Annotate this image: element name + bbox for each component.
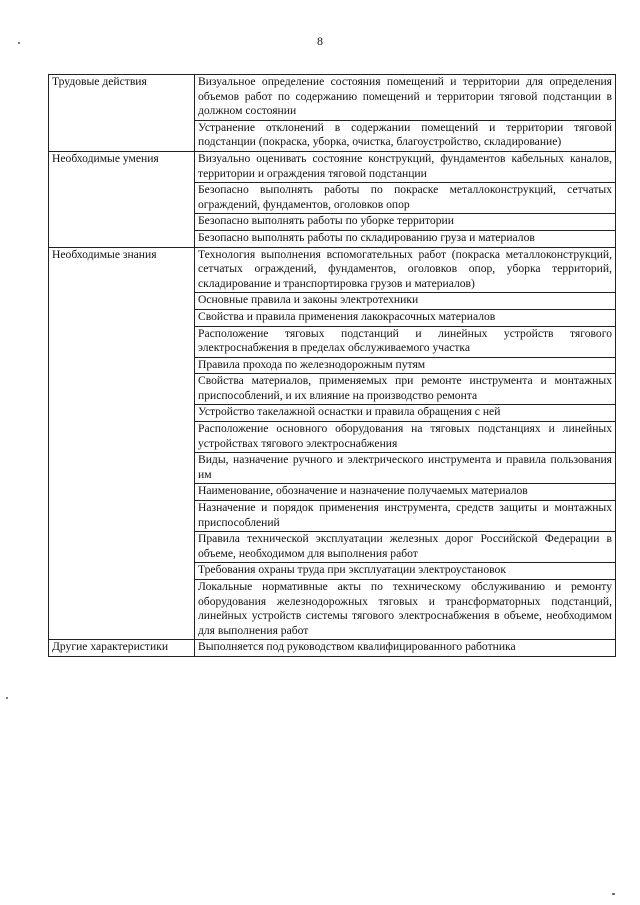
table-cell: Выполняется под руководством квалифицированного работника bbox=[195, 640, 616, 657]
scan-speck bbox=[612, 893, 615, 895]
table-cell: Безопасно выполнять работы по складированию груза и материалов bbox=[195, 230, 616, 247]
table-cell: Расположение тяговых подстанций и линейных устройств тягового электроснабжения в пределах обслуживаемого участка bbox=[195, 326, 616, 357]
section-label-labor-actions: Трудовые действия bbox=[49, 75, 195, 152]
table-row bbox=[49, 151, 616, 182]
table-cell: Виды, назначение ручного и электрического инструмента и правила пользования им bbox=[195, 453, 616, 484]
table-cell: Устройство такелажной оснастки и правила обращения с ней bbox=[195, 405, 616, 422]
table-cell: Безопасно выполнять работы по уборке территории bbox=[195, 214, 616, 231]
table-row bbox=[49, 247, 616, 293]
table-cell: Безопасно выполнять работы по покраске металлоконструкций, сетчатых ограждений, фундаментов, оголовков опор bbox=[195, 183, 616, 214]
table-row bbox=[49, 75, 616, 121]
section-label-other-characteristics: Другие характеристики bbox=[49, 640, 195, 657]
table-cell: Свойства и правила применения лакокрасочных материалов bbox=[195, 309, 616, 326]
table-row bbox=[49, 640, 616, 657]
page-number: 8 bbox=[317, 34, 323, 48]
competency-table bbox=[48, 74, 616, 657]
table-cell: Локальные нормативные акты по техническому обслуживанию и ремонту оборудования железнодорожных тяговых и трансформаторных подстанций, линейных устройств системы тягового электроснабжения в объеме, необходимом для выполнения работ bbox=[195, 580, 616, 640]
table-cell: Основные правила и законы электротехники bbox=[195, 293, 616, 310]
table-cell: Визуально оценивать состояние конструкций, фундаментов кабельных каналов, территории и ограждения тяговой подстанции bbox=[195, 151, 616, 182]
table-cell: Технология выполнения вспомогательных работ (покраска металлоконструкций, сетчатых ограждений, фундаментов, оголовков опор, уборка территорий, складирование и транспортировка грузов и материалов) bbox=[195, 247, 616, 293]
table-cell: Свойства материалов, применяемых при ремонте инструмента и монтажных приспособлений, и их влияние на производство ремонта bbox=[195, 374, 616, 405]
table-cell: Устранение отклонений в содержании помещений и территории тяговой подстанции (покраска, уборка, очистка, благоустройство, складирование) bbox=[195, 120, 616, 151]
table-cell: Расположение основного оборудования на тяговых подстанциях и линейных устройствах тягового электроснабжения bbox=[195, 422, 616, 453]
table-cell: Наименование, обозначение и назначение получаемых материалов bbox=[195, 484, 616, 501]
scan-speck bbox=[18, 42, 20, 44]
table-cell: Правила прохода по железнодорожным путям bbox=[195, 357, 616, 374]
scan-speck bbox=[6, 697, 8, 699]
table-cell: Назначение и порядок применения инструмента, средств защиты и монтажных приспособлений bbox=[195, 501, 616, 532]
section-label-required-skills: Необходимые умения bbox=[49, 151, 195, 247]
table-cell: Правила технической эксплуатации железных дорог Российской Федерации в объеме, необходимом для выполнения работ bbox=[195, 532, 616, 563]
table-cell: Визуальное определение состояния помещений и территории для определения объемов работ по содержанию помещений и территории тяговой подстанции в должном состоянии bbox=[195, 75, 616, 121]
table-cell: Требования охраны труда при эксплуатации электроустановок bbox=[195, 563, 616, 580]
section-label-required-knowledge: Необходимые знания bbox=[49, 247, 195, 640]
